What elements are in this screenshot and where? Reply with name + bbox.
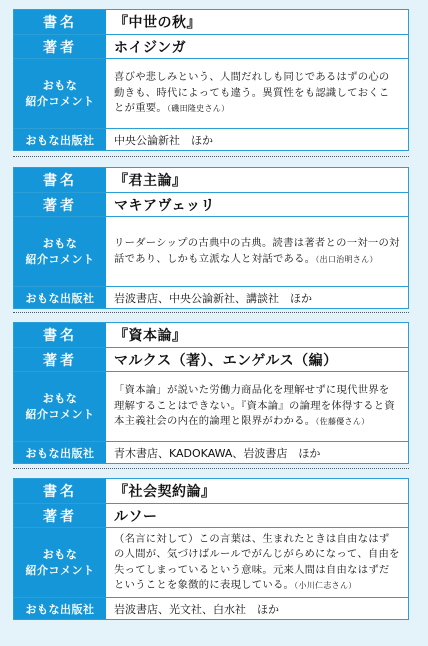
comment-label-line1: おもな <box>42 78 78 92</box>
publisher-label: おもな出版社 <box>14 442 106 463</box>
title-row <box>14 323 408 347</box>
book-title: 『中世の秋』 <box>106 10 408 34</box>
title-label: 書名 <box>14 323 106 347</box>
comment-text: （名言に対して）この言葉は、生まれたときは自由なはずの人間が、気づけばルールでがんじがらめになって、自由を失ってしまっているという意味。元来人間は自由なはずだということを象徴的に表現している。 <box>114 532 400 591</box>
comment-text: 「資本論」が説いた労働力商品化を理解せずに現代世界を理解することはできない。『資本論』の論理を体得すると資本主義社会の内在的論理と限界がわかる。 <box>114 384 395 428</box>
book-comment <box>106 372 408 441</box>
comment-row <box>14 58 408 128</box>
publisher-label: おもな出版社 <box>14 129 106 150</box>
book-title: 『君主論』 <box>106 168 408 192</box>
author-row <box>14 34 408 58</box>
book-title: 『資本論』 <box>106 323 408 347</box>
dotted-divider <box>13 312 409 313</box>
comment-label-line1: おもな <box>42 391 78 405</box>
comment-label <box>14 528 106 597</box>
book-card <box>13 9 409 151</box>
book-card <box>13 478 409 620</box>
comment-text: 喜びや悲しみという、人間だれしも同じであるはずの心の動きも、時代によっても違う。異質性をも認識しておくことが重要。 <box>114 71 390 115</box>
title-row <box>14 479 408 503</box>
author-label: 著者 <box>14 35 106 58</box>
book-card <box>13 167 409 309</box>
book-comment <box>106 528 408 597</box>
author-row <box>14 503 408 527</box>
book-author: マルクス（著）、エンゲルス（編） <box>106 348 408 371</box>
book-author: マキアヴェッリ <box>106 193 408 216</box>
commenter-name: （磯田隆史さん） <box>166 104 230 114</box>
book-publishers: 中央公論新社 ほか <box>106 129 408 150</box>
commenter-name: （佐藤優さん） <box>315 417 370 427</box>
comment-label-line2: 紹介コメント <box>25 94 95 108</box>
book-publishers: 岩波書店、中央公論新社、講談社 ほか <box>106 287 408 308</box>
publisher-row <box>14 597 408 619</box>
title-row <box>14 10 408 34</box>
author-label: 著者 <box>14 193 106 216</box>
publisher-label: おもな出版社 <box>14 287 106 308</box>
dotted-divider <box>13 156 409 157</box>
comment-label <box>14 59 106 128</box>
comment-label-line2: 紹介コメント <box>25 407 95 421</box>
author-row <box>14 347 408 371</box>
title-label: 書名 <box>14 479 106 503</box>
book-comment <box>106 217 408 286</box>
title-row <box>14 168 408 192</box>
publisher-label: おもな出版社 <box>14 598 106 619</box>
comment-label-line1: おもな <box>42 236 78 250</box>
publisher-row <box>14 286 408 308</box>
author-label: 著者 <box>14 504 106 527</box>
comment-label-line2: 紹介コメント <box>25 563 95 577</box>
author-label: 著者 <box>14 348 106 371</box>
title-label: 書名 <box>14 10 106 34</box>
commenter-name: （出口治明さん） <box>315 254 378 264</box>
book-publishers: 岩波書店、光文社、白水社 ほか <box>106 598 408 619</box>
comment-label <box>14 372 106 441</box>
author-row <box>14 192 408 216</box>
book-title: 『社会契約論』 <box>106 479 408 503</box>
comment-text: リーダーシップの古典中の古典。読書は著者との一対一の対話であり、しかも立派な人と対話である。 <box>114 237 400 265</box>
publisher-row <box>14 441 408 463</box>
book-card <box>13 322 409 464</box>
book-publishers: 青木書店、KADOKAWA、岩波書店 ほか <box>106 442 408 463</box>
commenter-name: （小川仁志さん） <box>294 581 357 590</box>
publisher-row <box>14 128 408 150</box>
comment-row <box>14 371 408 441</box>
dotted-divider <box>13 468 409 469</box>
comment-label-line1: おもな <box>42 547 78 561</box>
book-comment <box>106 59 408 128</box>
comment-row <box>14 527 408 597</box>
book-author: ホイジンガ <box>106 35 408 58</box>
book-author: ルソー <box>106 504 408 527</box>
comment-row <box>14 216 408 286</box>
comment-label-line2: 紹介コメント <box>25 252 95 266</box>
comment-label <box>14 217 106 286</box>
title-label: 書名 <box>14 168 106 192</box>
